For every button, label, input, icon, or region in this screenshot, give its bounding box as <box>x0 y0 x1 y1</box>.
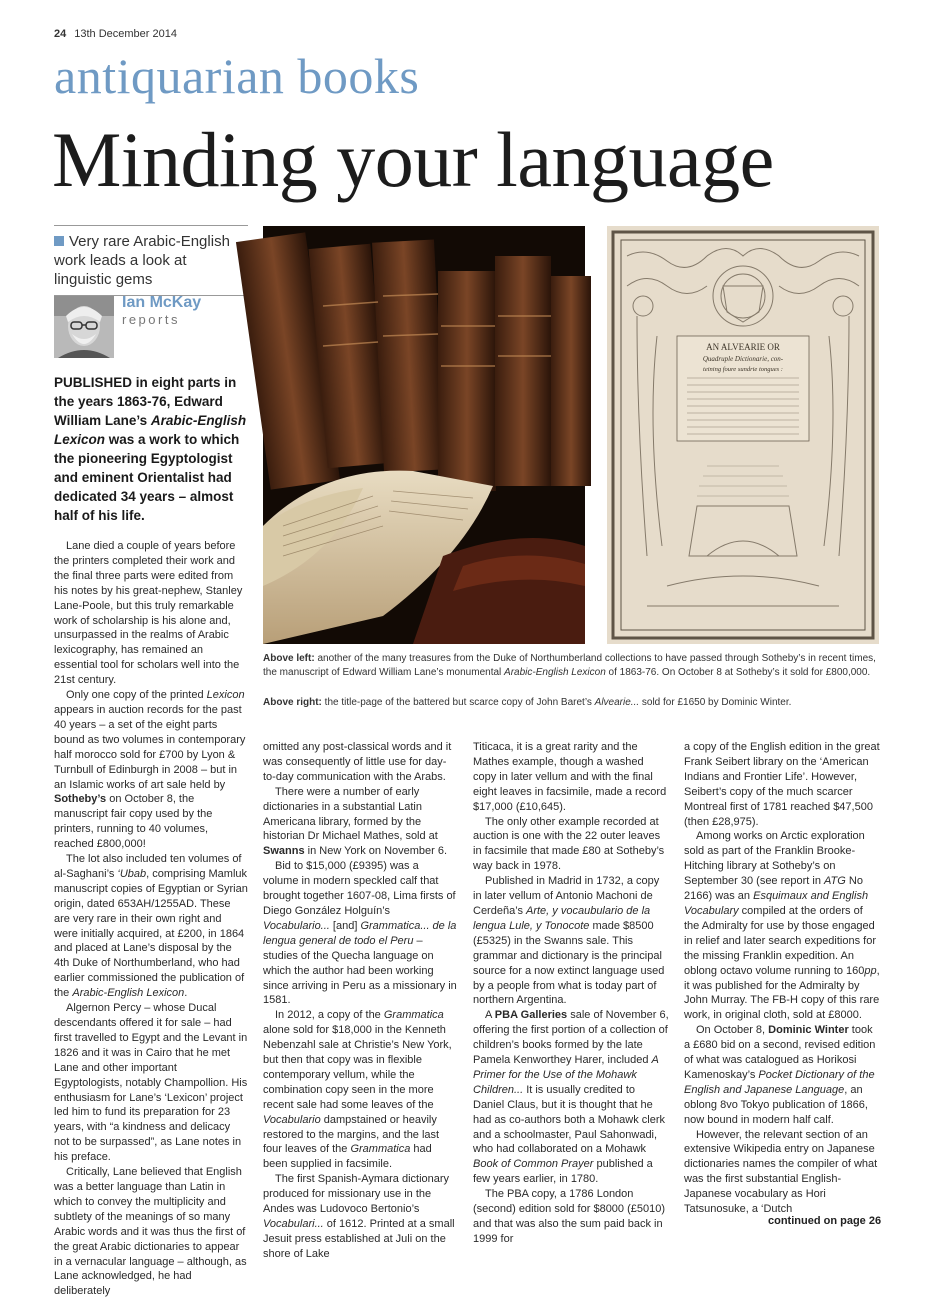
byline <box>54 296 254 358</box>
page-number: 24 <box>54 28 67 40</box>
paragraph: Algernon Percy – whose Ducal descendants offered it for sale – had first travelled to Egypt and the Levant in 1826 and it was in Cairo that he met Lane and other important Egyptologists, notably Champollion. His enthusiasm for Lane’s ‘Lexicon’ project led him to fund its preparation for 23 years, with “a kindness and delicacy not to be surpassed”, as Lane notes in his preface. <box>54 1002 248 1164</box>
issue-date: 13th December 2014 <box>74 28 177 40</box>
headline: Minding your language <box>52 116 774 203</box>
standfirst <box>54 225 248 296</box>
caption-above-right: Above right: the title-page of the battered but scarce copy of John Baret’s Alvearie... sold for £1650 by Dominic Winter. <box>263 697 792 708</box>
paragraph: On October 8, Dominic Winter took a £680 bid on a second, revised edition of what was catalogued as Horikosi Kamenoskay’s Pocket Dictionary of the English and Japanese Language, an oblong 8vo Tokyo publication of 1866, now bound in modern half calf. <box>684 1024 876 1126</box>
paragraph: Only one copy of the printed Lexicon appears in auction records for the past 40 years – a set of the eight parts bound as two volumes in contemporary half morocco sold for £700 by Lyon & Turnbull of Edinburgh in 2008 – but in an Islamic works of art sale held by Sotheby’s on October 8, the manuscript fair copy used by the printers, running to 40 volumes, reached £800,000! <box>54 689 246 851</box>
paragraph: Critically, Lane believed that English was a better language than Latin in which to convey the multiplicity and subtlety of the meanings of so many Arabic words and it was thus the first of the great Arabic dictionaries to appear in a vernacular language – although, as Lane acknowledged, he had deliberately <box>54 1166 247 1298</box>
paragraph: Published in Madrid in 1732, a copy in later vellum of Antonio Machoni de Cerdeña’s Arte, y vocaubulario de la lengua Lule, y Tonocote made $8500 (£5325) in the Swanns sale. This grammar and dictionary is the principal source for a now extinct language used by a people from what is today part of northern Argentina. <box>473 875 665 1007</box>
svg-text:AN ALVEARIE OR: AN ALVEARIE OR <box>706 342 780 352</box>
article-column-3 <box>473 740 669 1247</box>
paragraph: The lot also included ten volumes of al-Saghani’s ‘Ubab, comprising Mamluk manuscript copies of Egyptian or Syrian origin, dated 653AH/1255AD. These are very rare in their own right and were initially acquired, at £200, in 1864 and placed at Lane’s disposal by the 4th Duke of Northumberland, who had earlier commissioned the publication of the Arabic-English Lexicon. <box>54 853 248 1000</box>
paragraph: omitted any post-classical words and it was consequently of little use for day-to-day communication with the Arabs. <box>263 741 452 783</box>
avatar <box>54 296 114 358</box>
photo-alvearie-title-page <box>607 226 879 644</box>
paragraph: Lane died a couple of years before the printers completed their work and the final three parts were edited from his notes by his great-nephew, Stanley Lane-Poole, but this truly remarkable work of scholarship is his alone and, unsurpassed in the realms of Arabic lexicography, has remained an essential tool for scholars well into the 21st century. <box>54 540 243 687</box>
standfirst-bullet-icon <box>54 236 64 246</box>
article-column-4 <box>684 740 880 1217</box>
paragraph: There were a number of early dictionaries in a substantial Latin Americana library, formed by the historian Dr Michael Mathes, sold at Swanns in New York on November 6. <box>263 785 448 858</box>
paragraph: The PBA copy, a 1786 London (second) edition sold for $8000 (£5010) and that was also the sum paid back in 1999 for <box>473 1188 666 1245</box>
svg-text:Quadruple Dictionarie, con-: Quadruple Dictionarie, con- <box>702 355 784 363</box>
author-name: Ian McKay <box>122 294 202 311</box>
paragraph: A PBA Galleries sale of November 6, offering the first portion of a collection of children’s books formed by the late Pamela Kenworthey Harer, included A Primer for the Use of the Mohawk Children... It is usually credited to Daniel Claus, but it is thought that he had as co-authors both a Mohawk clerk and a schoolmaster, Paul Sahonwadi, who had collaborated on a Mohawk Book of Common Prayer published a few years earlier, in 1780. <box>473 1009 669 1186</box>
article-column-1 <box>54 373 248 1299</box>
paragraph: The first Spanish-Aymara dictionary produced for missionary use in the Andes was Ludovoco Bertonio’s Vocabulari... of 1612. Printed at a small Jesuit press established at Juli on the shore of Lake <box>263 1173 455 1260</box>
author-role: reports <box>122 312 180 327</box>
paragraph: Titicaca, it is a great rarity and the Mathes example, though a washed copy in later vellum and with the final eight leaves in facsimile, made a record $17,000 (£10,645). <box>473 741 667 813</box>
paragraph: Bid to $15,000 (£9395) was a volume in modern speckled calf that brought together 1607-08, Lima firsts of Diego González Holguín’s Vocabulario... [and] Grammatica... de la lengua general de todo el Peru – studies of the Quecha language on which the author had been working since arriving in Peru as a missionary in 1581. <box>263 860 457 1007</box>
paragraph: In 2012, a copy of the Grammatica alone sold for $18,000 in the Kenneth Nebenzahl sale at Christie’s New York, but then that copy was in flexible contemporary vellum, while the combination copy seen in the more recent sale had some leaves of the Vocabulario dampstained or heavily restored to the margins, and the last four leaves of the Grammatica had been supplied in facsimile. <box>263 1009 452 1171</box>
standfirst-text: Very rare Arabic-English work leads a look at linguistic gems <box>54 233 230 288</box>
article-column-2 <box>263 740 457 1262</box>
lead-paragraph: PUBLISHED in eight parts in the years 1863-76, Edward William Lane’s Arabic-English Lexicon was a work to which the pioneering Egyptologist and eminent Orientalist had dedicated 34 years – almost half of his life. <box>54 375 247 523</box>
page-folio <box>54 28 177 40</box>
continued-link[interactable]: continued on page 26 <box>768 1215 882 1227</box>
book-volumes-icon <box>263 226 585 644</box>
photo-manuscript-volumes <box>263 226 585 644</box>
paragraph: a copy of the English edition in the great Frank Seibert library on the ‘American Indians and Frontier Life’. However, Seibert’s copy of the much scarcer Montreal first of 1781 reached $47,500 (then £28,975). <box>684 741 880 828</box>
paragraph: The only other example recorded at auction is one with the 22 outer leaves in facsimile that made £80 at Sotheby’s way back in 1978. <box>473 815 665 873</box>
paragraph: However, the relevant section of an extensive Wikipedia entry on Japanese dictionaries names the compiler of what was the first substantial English-Japanese vocabulary as Hori Tatsunosuke, a ‘Dutch <box>684 1128 878 1216</box>
caption-above-left: Above left: another of the many treasures from the Duke of Northumberland collections to have passed through Sotheby’s in recent times, the manuscript of Edward William Lane’s monumental Arabic-English Lexicon of 1863-76. On October 8 at Sotheby’s it sold for £800,000. <box>263 653 876 678</box>
paragraph: Among works on Arctic exploration sold as part of the Franklin Brooke-Hitching library at Sotheby’s on September 30 (see report in ATG No 2166) was an Esquimaux and English Vocabulary compiled at the orders of the Admiralty for use by those engaged in relief and later search expeditions for the missing Franklin expedition. An oblong octavo volume running to 160pp, it was published for the Admiralty by John Murray. The FB-H copy of this rare work, in original cloth, sold at £8000. <box>684 830 880 1022</box>
section-title: antiquarian books <box>54 48 420 104</box>
svg-text:teining foure sundrie tongues: teining foure sundrie tongues : <box>703 366 783 373</box>
author-portrait-icon <box>54 296 114 358</box>
engraved-title-page-icon <box>607 226 879 644</box>
